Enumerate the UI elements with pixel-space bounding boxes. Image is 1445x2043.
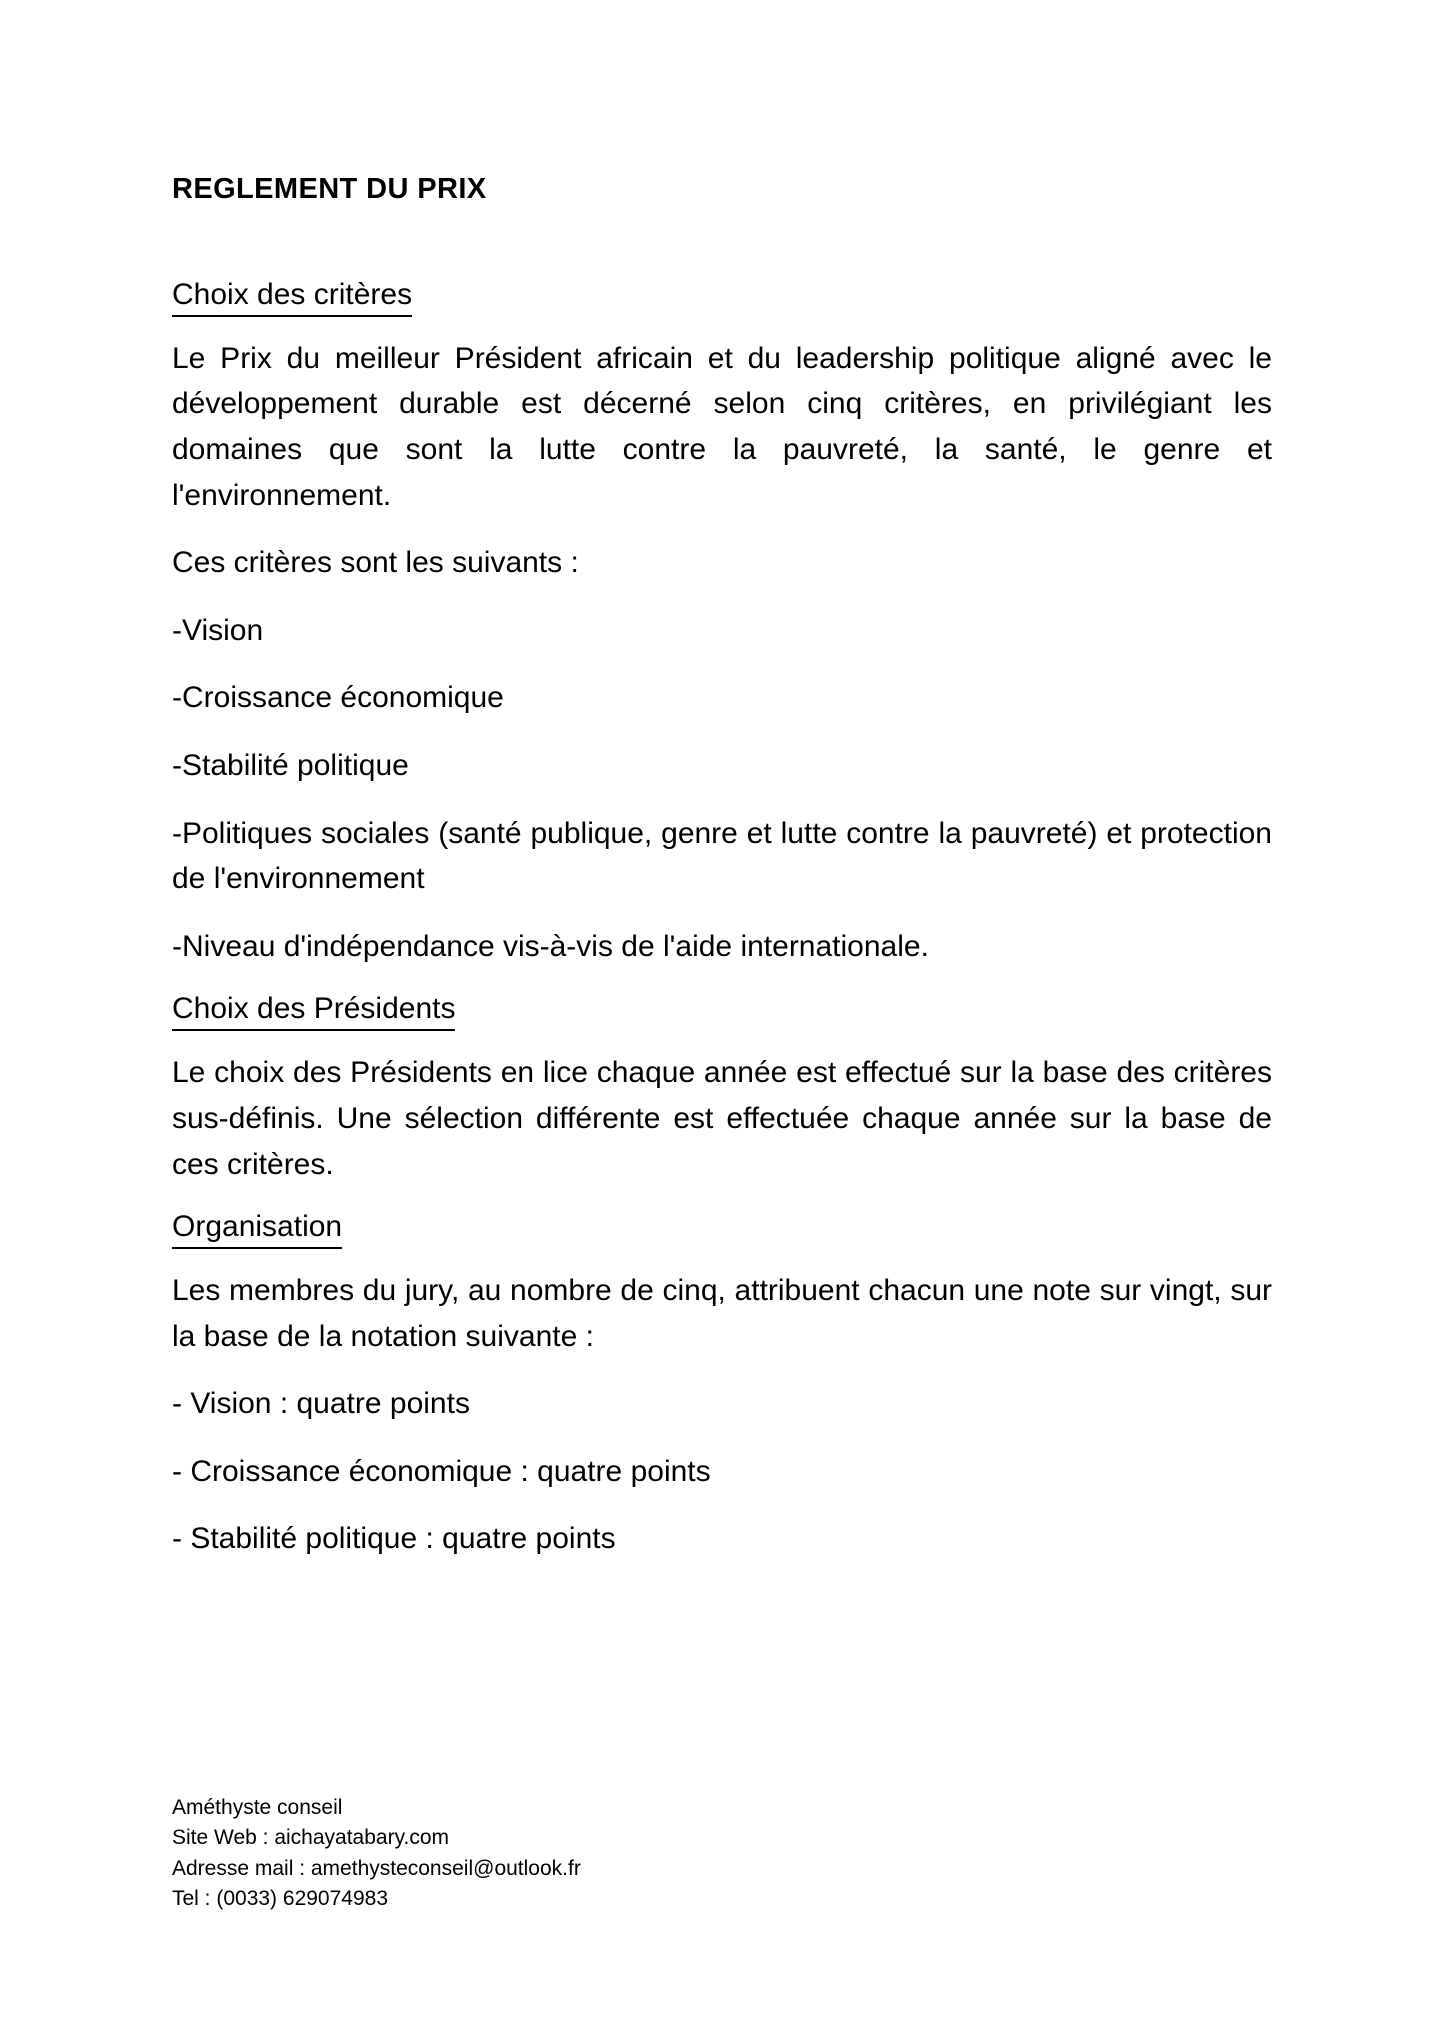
spacer [172,1494,1272,1516]
section-heading-organisation: Organisation [172,1207,342,1249]
section-heading-wrap-presidents [172,989,1272,1031]
spacer [172,1249,1272,1268]
spacer [172,721,1272,743]
footer-phone: Tel : (0033) 629074983 [172,1887,388,1911]
spacer [172,969,1272,989]
spacer [172,1359,1272,1381]
section-heading-choix-des-criteres: Choix des critères [172,275,412,317]
spacer [172,1031,1272,1050]
paragraph-jury-notation: Les membres du jury, au nombre de cinq, attribuent chacun une note sur vingt, sur la base de la notation suivante : [172,1274,1272,1353]
spacer [172,1427,1272,1449]
paragraph-criteres-intro: Ces critères sont les suivants : [172,546,579,580]
spacer [172,207,1272,275]
list-item-vision: -Vision [172,613,264,647]
spacer [172,518,1272,540]
list-item-niveau-independance: -Niveau d'indépendance vis-à-vis de l'aide internationale. [172,929,929,963]
section-heading-wrap-organisation [172,1207,1272,1249]
footer-organization: Améthyste conseil [172,1796,343,1819]
paragraph-choix-presidents: Le choix des Présidents en lice chaque année est effectué sur la base des critères sus-définis. Une sélection différente est effectuée chaque année sur la base de ces critères. [172,1056,1272,1181]
list-item-croissance-economique: -Croissance économique [172,681,504,715]
spacer [172,317,1272,336]
spacer [172,586,1272,608]
list-item-points-stabilite: - Stabilité politique : quatre points [172,1522,616,1556]
list-item-stabilite-politique: -Stabilité politique [172,748,409,782]
page-title: REGLEMENT DU PRIX [172,173,487,205]
spacer [172,789,1272,811]
document-content [172,0,1272,1562]
spacer [172,653,1272,675]
footer-email: Adresse mail : amethysteconseil@outlook.fr [172,1856,581,1880]
list-item-points-vision: - Vision : quatre points [172,1387,470,1421]
list-item-points-croissance: - Croissance économique : quatre points [172,1454,711,1488]
page-footer [172,1793,1072,1915]
paragraph-prix-description: Le Prix du meilleur Président africain et du leadership politique aligné avec le développement durable est décerné selon cinq critères, en privilégiant les domaines que sont la lutte contre la pauvreté, la santé, le genre et l'environnement. [172,341,1272,512]
section-heading-wrap-criteres [172,275,1272,317]
spacer [172,1187,1272,1207]
list-item-politiques-sociales: -Politiques sociales (santé publique, genre et lutte contre la pauvreté) et protection de l'environnement [172,816,1272,896]
spacer [172,902,1272,924]
section-heading-choix-des-presidents: Choix des Présidents [172,989,455,1031]
footer-website: Site Web : aichayatabary.com [172,1826,450,1850]
